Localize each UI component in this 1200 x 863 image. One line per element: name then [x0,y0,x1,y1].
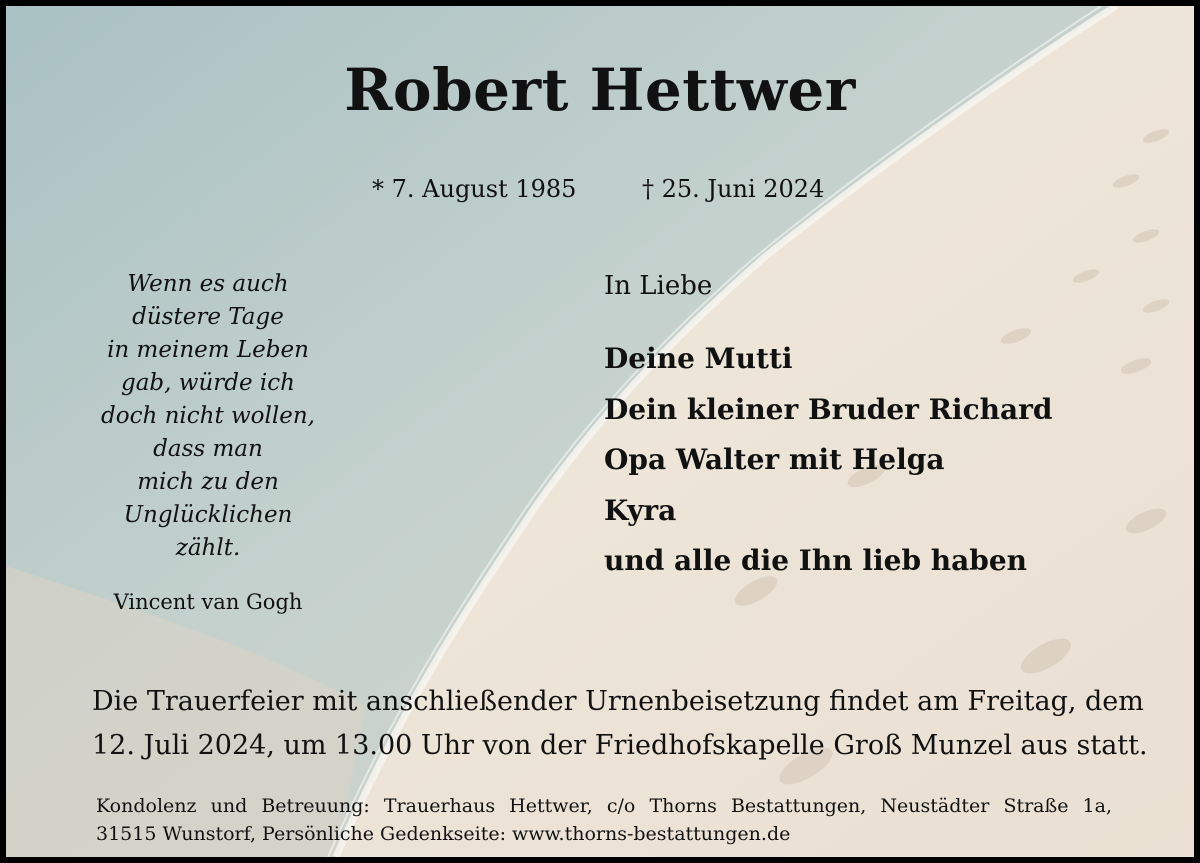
poem-author: Vincent van Gogh [113,590,303,614]
mourner-name: und alle die Ihn lieb haben [604,544,1028,577]
poem-line: dass man [153,436,263,462]
mourner-name: Opa Walter mit Helga [604,443,945,476]
ceremony-announcement [92,680,1148,768]
notice-content [6,6,1194,857]
mourner-name: Kyra [604,493,677,527]
birth-date: * 7. August 1985 [372,175,577,203]
contact-line: Kondolenz und Betreuung: Trauerhaus Hettwer, c/o Thorns Bestattungen, Neustädter Straße 1a, [96,795,1112,817]
ceremony-line: 12. Juli 2024, um 13.00 Uhr von der Friedhofskapelle Groß Munzel aus statt. [92,730,1148,761]
poem-line: doch nicht wollen, [101,403,315,429]
contact-line: 31515 Wunstorf, Persönliche Gedenkseite: www.thorns-bestattungen.de [96,823,791,845]
poem-line: düstere Tage [132,304,284,330]
death-date: † 25. Juni 2024 [642,175,825,203]
poem-line: gab, würde ich [121,370,295,396]
mourners-list [604,334,1052,587]
poem-quote [66,268,350,565]
deceased-name: Robert Hettwer [344,56,856,124]
ceremony-line: Die Trauerfeier mit anschließender Urnenbeisetzung findet am Freitag, dem [92,686,1144,717]
mourner-name: Dein kleiner Bruder Richard [604,392,1053,426]
mourners-intro: In Liebe [604,271,713,301]
poem-line: Unglücklichen [123,502,293,528]
poem-line: in meinem Leben [107,337,309,363]
contact-info [96,792,1112,848]
poem-line: zählt. [175,535,241,561]
poem-line: Wenn es auch [127,271,289,297]
poem-line: mich zu den [137,469,279,495]
mourner-name: Deine Mutti [604,342,793,375]
